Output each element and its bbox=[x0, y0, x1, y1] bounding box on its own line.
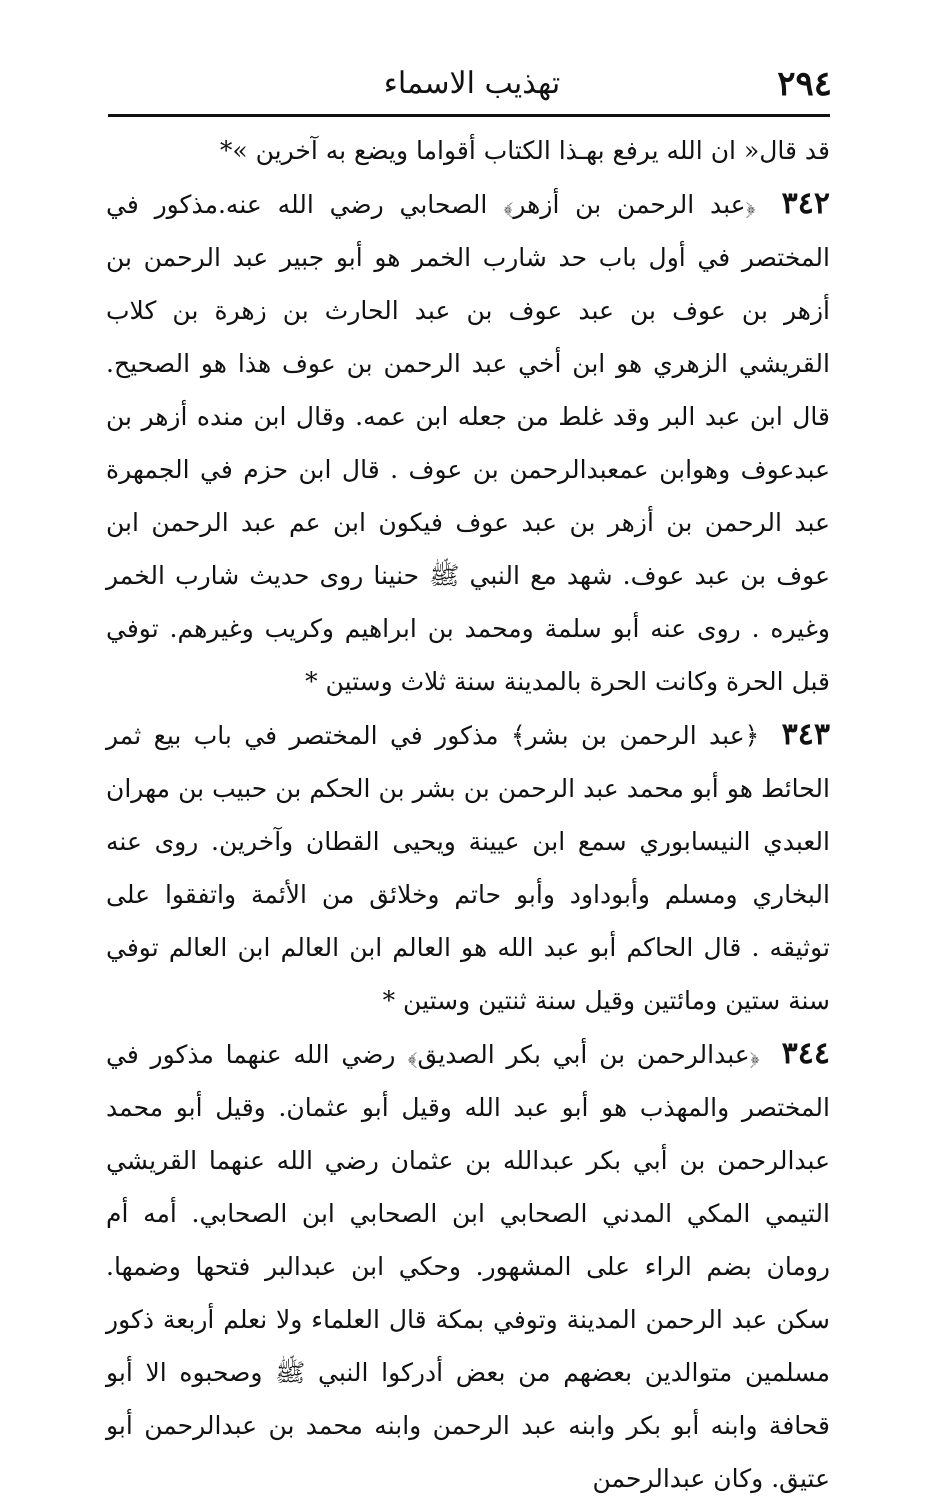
paragraph-text: قد قال« ان الله يرفع بهـذا الكتاب أقواما ويضع به آخرين »* bbox=[219, 136, 830, 165]
entry-text: مذكور في المختصر في باب بيع ثمر الحائط هو أبو محمد عبد الرحمن بن بشر بن الحكم بن حبيب بن مهران العبدي النيسابوري سمع ابن عيينة ويحيى القطان وآخرين. روى عنه البخاري ومسلم وأبوداود وأبو حاتم وخلائق من الأئمة واتفقوا على توثيقه . قال الحاكم أبو عبد الله هو العالم ابن العالم ابن العالم توفي سنة ستين ومائتين وقيل سنة ثنتين وستين * bbox=[106, 721, 830, 1015]
entry-343 bbox=[106, 708, 830, 1027]
entry-title: ﴿عبدالرحمن بن أبي بكر الصديق﴾ bbox=[407, 1040, 760, 1069]
body-text bbox=[106, 124, 830, 1505]
entry-text: الصحابي رضي الله عنه.مذكور في المختصر في أول باب حد شارب الخمر هو أبو جبير عبد الرحمن بن أزهر بن عوف بن عبد عوف بن عبد الحارث بن زهرة بن كلاب القريشي الزهري هو ابن أخي عبد الرحمن بن عوف هذا هو الصحيح. قال ابن عبد البر وقد غلط من جعله ابن عمه. وقال ابن منده أزهر بن عبدعوف وهوابن عمعبدالرحمن بن عوف . قال ابن حزم في الجمهرة عبد الرحمن بن أزهر بن عبد عوف فيكون ابن عم عبد الرحمن ابن عوف بن عبد عوف. شهد مع النبي ﷺ حنينا روى حديث شارب الخمر وغيره . روى عنه أبو سلمة ومحمد بن ابراهيم وكريب وغيرهم. توفي قبل الحرة وكانت الحرة بالمدينة سنة ثلاث وستين * bbox=[106, 190, 830, 696]
entry-title: ﴿عبد الرحمن بن بشر﴾ bbox=[510, 721, 760, 750]
entry-text: رضي الله عنهما مذكور في المختصر والمهذب هو أبو عبد الله وقيل أبو عثمان. وقيل أبو محمد عبدالرحمن بن أبي بكر عبدالله بن عثمان رضي الله عنهما القريشي التيمي المكي المدني الصحابي ابن الصحابي ابن الصحابي. أمه أم رومان بضم الراء على المشهور. وحكي ابن عبدالبر فتحها وضمها. سكن عبد الرحمن المدينة وتوفي بمكة قال العلماء ولا نعلم أربعة ذكور مسلمين متوالدين بعضهم من بعض أدركوا النبي ﷺ وصحبوه الا أبو قحافة وابنه أبو بكر وابنه عبد الرحمن وابنه محمد بن عبدالرحمن أبو عتيق. وكان عبدالرحمن bbox=[106, 1040, 830, 1493]
entry-number: ٣٤٣ bbox=[781, 717, 831, 752]
page-number: ٢٩٤ bbox=[777, 64, 832, 104]
entry-title: ﴿عبد الرحمن بن أزهر﴾ bbox=[503, 190, 756, 219]
entry-342 bbox=[106, 177, 830, 708]
header-rule bbox=[108, 114, 830, 117]
entry-number: ٣٤٤ bbox=[781, 1036, 831, 1071]
running-title: تهذيب الاسماء bbox=[383, 66, 561, 101]
entry-number: ٣٤٢ bbox=[781, 186, 831, 221]
page-header bbox=[112, 62, 832, 112]
entry-344 bbox=[106, 1027, 830, 1505]
paragraph-continuation bbox=[106, 124, 830, 177]
